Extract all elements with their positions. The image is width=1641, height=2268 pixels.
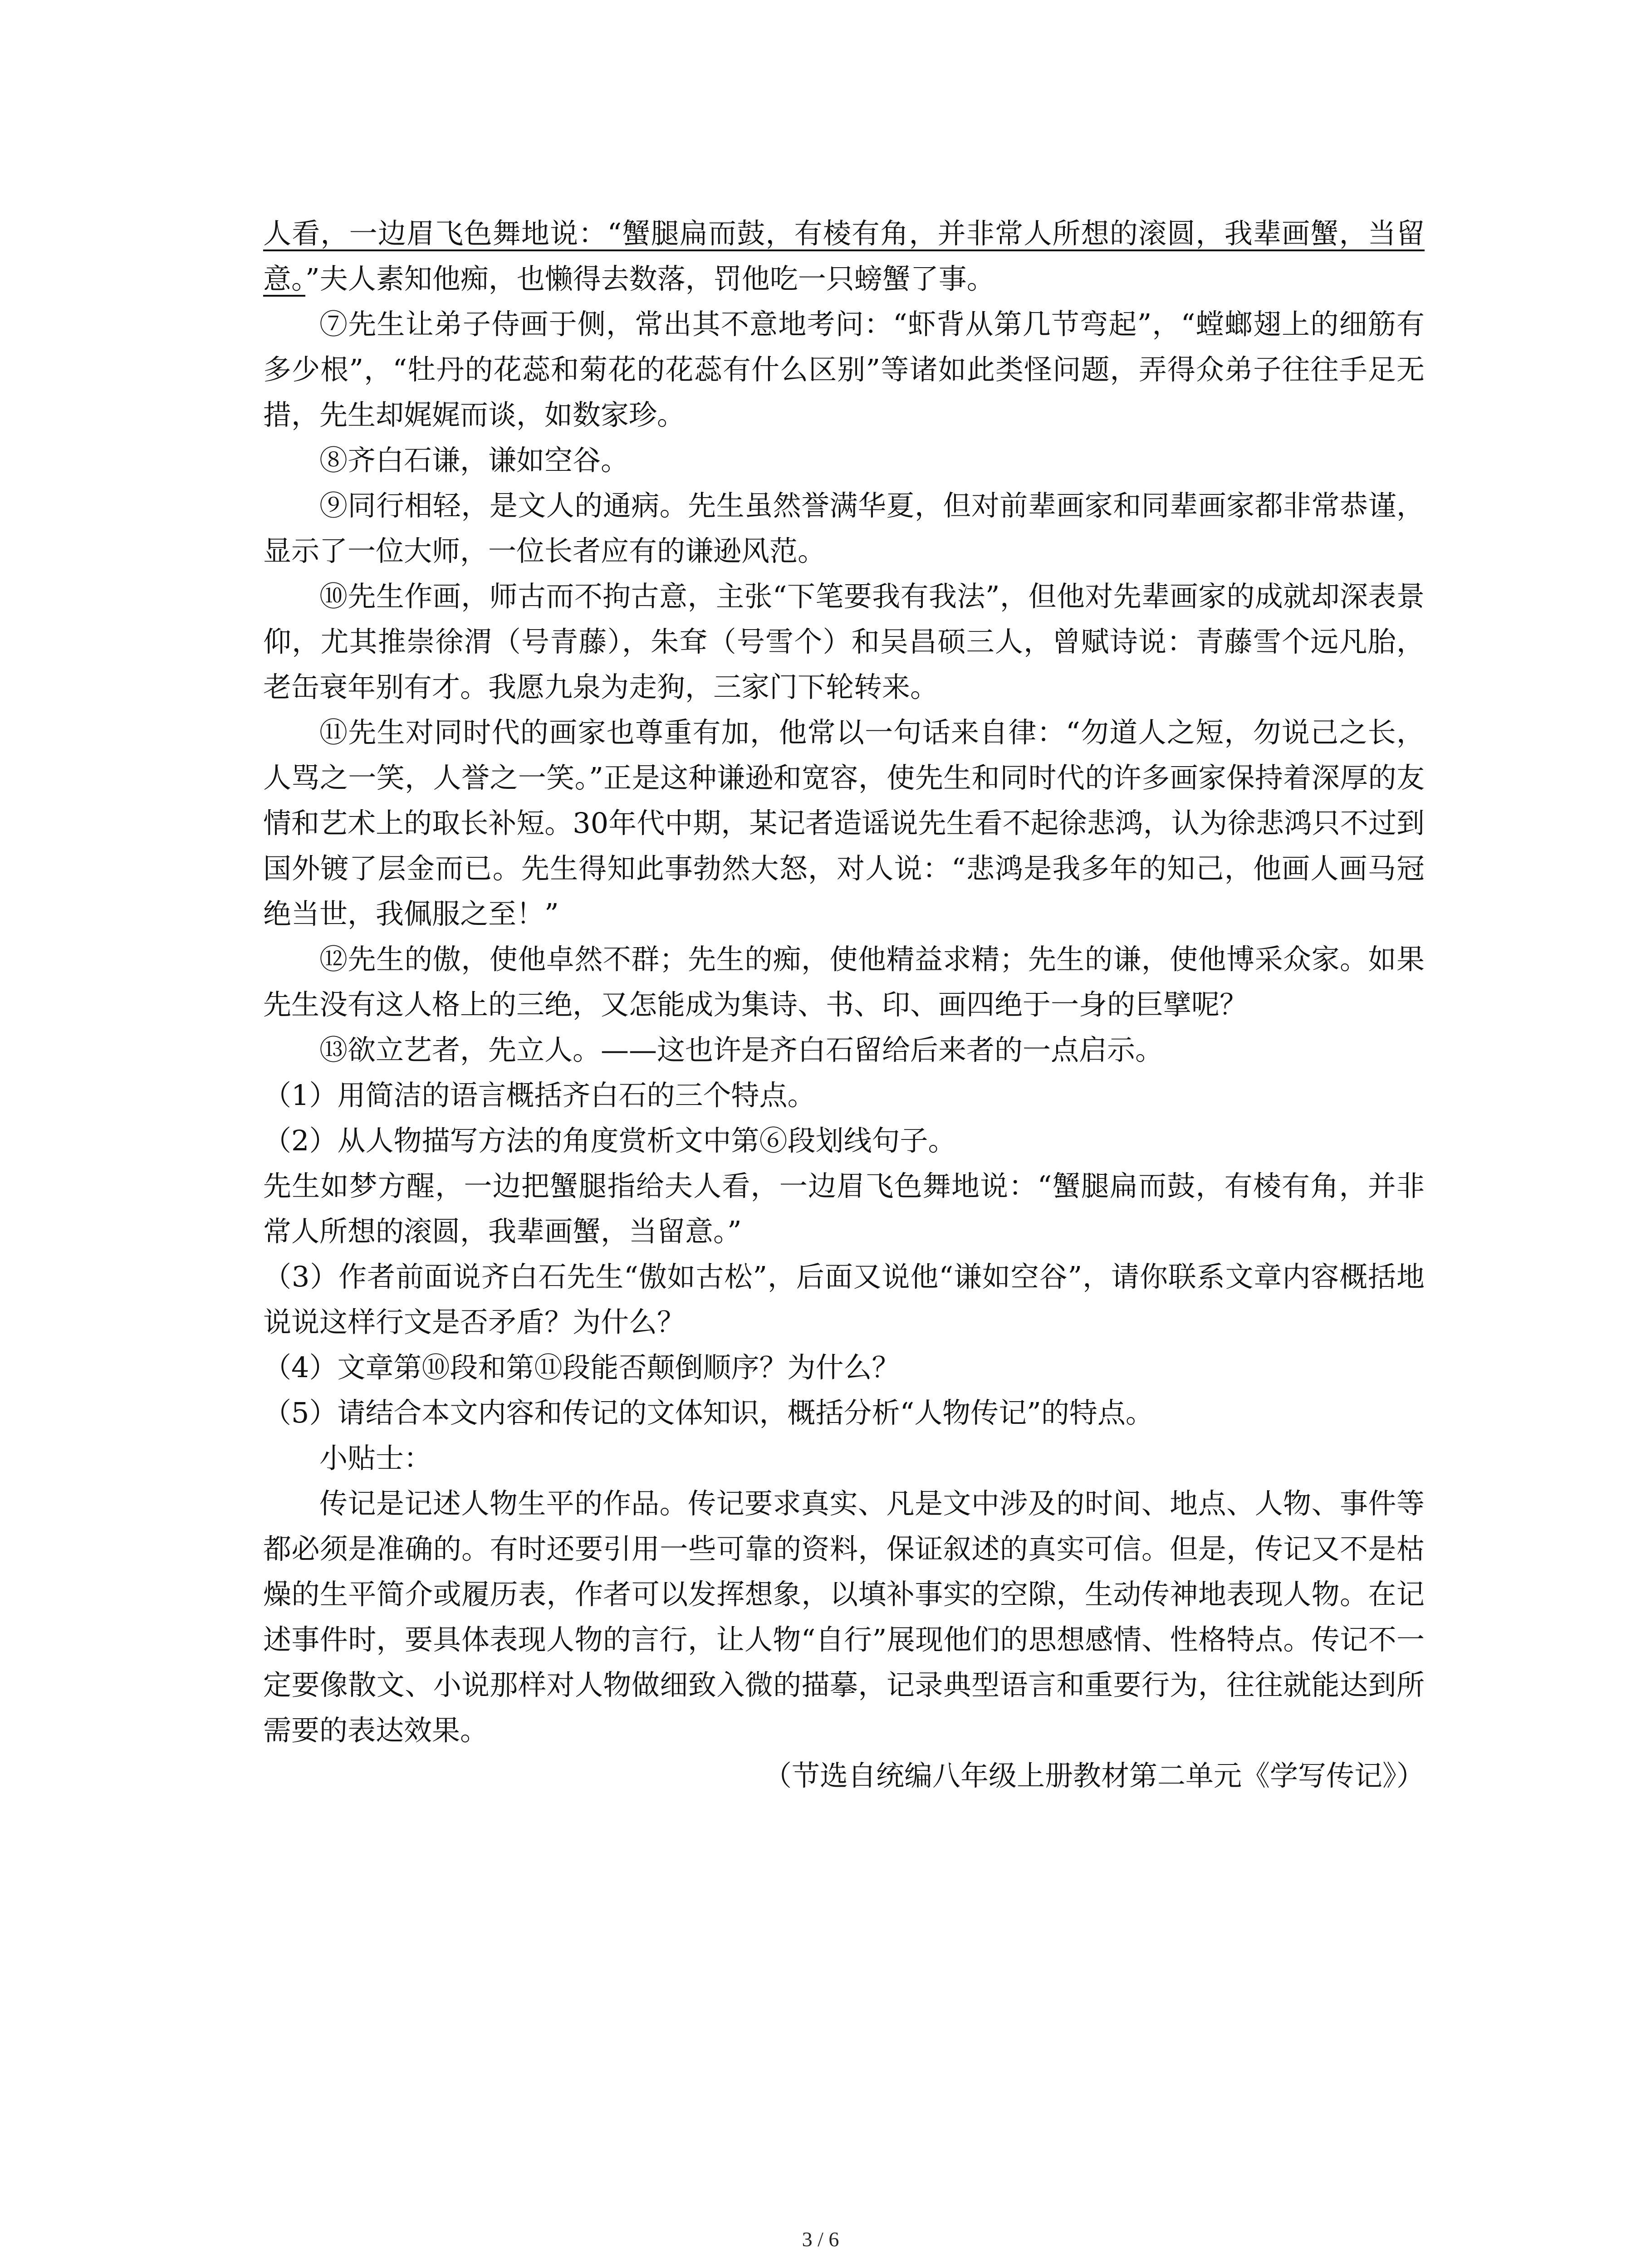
question-2: （2）从人物描写方法的角度赏析文中第⑥段划线句子。 — [263, 1124, 956, 1157]
question-3: （3）作者前面说齐白石先生“傲如古松”，后面又说他“谦如空谷”，请你联系文章内容概括地说说这样行文是否矛盾？为什么？ — [263, 1260, 1425, 1339]
question-4: （4）文章第⑩段和第⑪段能否颠倒顺序？为什么？ — [263, 1351, 900, 1384]
paragraph-12: ⑫先生的傲，使他卓然不群；先生的痴，使他精益求精；先生的谦，使他博采众家。如果先生没有这人格上的三绝，又怎能成为集诗、书、印、画四绝于一身的巨擘呢？ — [263, 943, 1425, 1021]
paragraph-10: ⑩先生作画，师古而不拘古意，主张“下笔要我有我法”，但他对先辈画家的成就却深表景仰，尤其推崇徐渭（号青藤），朱耷（号雪个）和吴昌硕三人，曾赋诗说：青藤雪个远凡胎，老缶衰年别有才。我愿九泉为走狗，三家门下轮转来。 — [263, 580, 1425, 704]
question-5: （5）请结合本文内容和传记的文体知识，概括分析“人物传记”的特点。 — [263, 1396, 1154, 1429]
paragraph-8: ⑧齐白石谦，谦如空谷。 — [319, 444, 629, 477]
paragraph-9: ⑨同行相轻，是文人的通病。先生虽然誉满华夏，但对前辈画家和同辈画家都非常恭谨，显示了一位大师，一位长者应有的谦逊风范。 — [263, 489, 1425, 567]
paragraph-11: ⑪先生对同时代的画家也尊重有加，他常以一句话来自律：“勿道人之短，勿说己之长，人骂之一笑，人誉之一笑。”正是这种谦逊和宽容，使先生和同时代的许多画家保持着深厚的友情和艺术上的取长补短。30年代中期，某记者造谣说先生看不起徐悲鸿，认为徐悲鸿只不过到国外镀了层金而已。先生得知此事勃然大怒，对人说：“悲鸿是我多年的知己，他画人画马冠绝当世，我佩服之至！” — [263, 716, 1425, 930]
tip-source: （节选自统编八年级上册教材第二单元《学写传记》） — [763, 1759, 1425, 1792]
paragraph-13: ⑬欲立艺者，先立人。——这也许是齐白石留给后来者的一点启示。 — [319, 1033, 1164, 1066]
tip-label: 小贴士： — [319, 1442, 432, 1475]
page-number: 3 / 6 — [802, 2228, 839, 2251]
tip-body: 传记是记述人物生平的作品。传记要求真实、凡是文中涉及的时间、地点、人物、事件等都必须是准确的。有时还要引用一些可靠的资料，保证叙述的真实可信。但是，传记又不是枯燥的生平简介或履历表，作者可以发挥想象，以填补事实的空隙，生动传神地表现人物。在记述事件时，要具体表现人物的言行，让人物“自行”展现他们的思想感情、性格特点。传记不一定要像散文、小说那样对人物做细致入微的描摹，记录典型语言和重要行为，往往就能达到所需要的表达效果。 — [263, 1487, 1425, 1747]
underlined-sentence: 人看，一边眉飞色舞地说：“蟹腿扁而鼓，有棱有角，并非常人所想的滚圆，我辈画蟹，当留意。 — [263, 217, 1425, 295]
question-1: （1）用简洁的语言概括齐白石的三个特点。 — [263, 1079, 816, 1112]
paragraph-6-tail — [263, 211, 1425, 302]
page-content — [263, 211, 1425, 1799]
question-2-quote: 先生如梦方醒，一边把蟹腿指给夫人看，一边眉飞色舞地说：“蟹腿扁而鼓，有棱有角，并非常人所想的滚圆，我辈画蟹，当留意。” — [263, 1169, 1425, 1248]
paragraph-6-rest: ”夫人素知他痴，也懒得去数落，罚他吃一只螃蟹了事。 — [305, 262, 995, 295]
paragraph-7: ⑦先生让弟子侍画于侧，常出其不意地考问：“虾背从第几节弯起”，“螳螂翅上的细筋有多少根”，“牡丹的花蕊和菊花的花蕊有什么区别”等诸如此类怪问题，弄得众弟子往往手足无措，先生却娓娓而谈，如数家珍。 — [263, 308, 1425, 431]
